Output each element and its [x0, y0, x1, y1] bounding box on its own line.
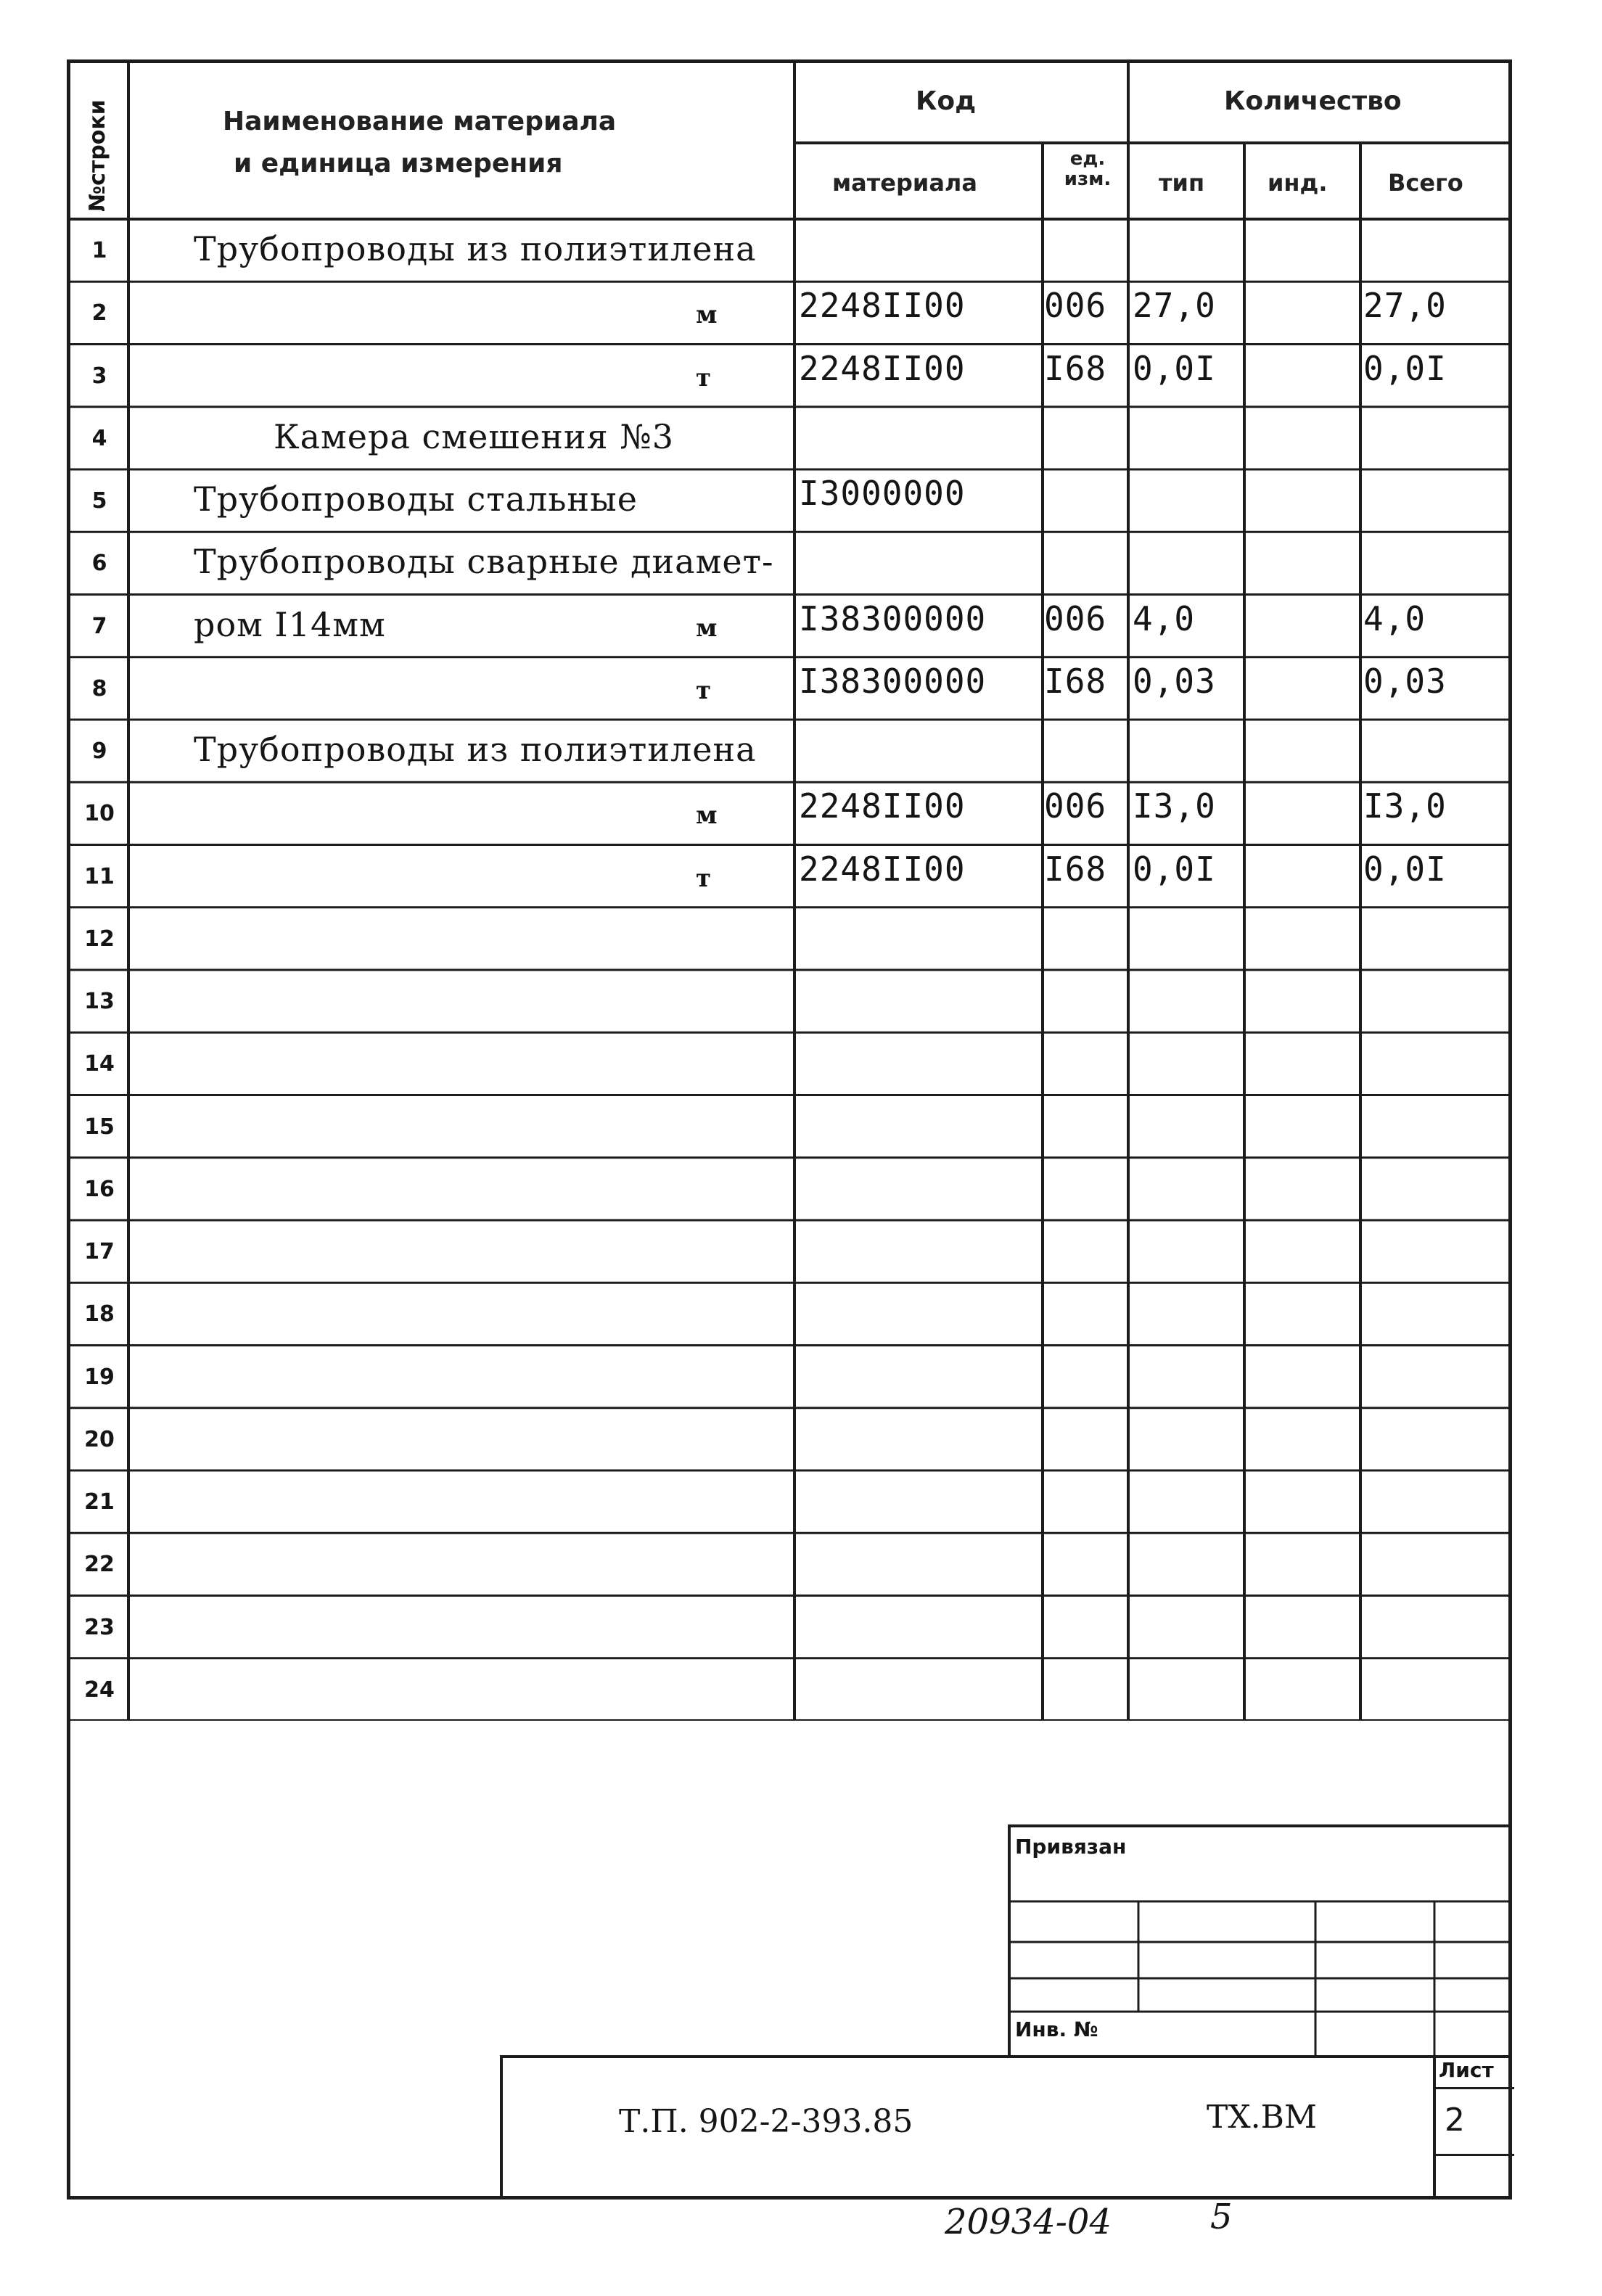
row-number: 23	[84, 1614, 115, 1640]
page-number: 5	[1210, 2197, 1233, 2237]
material-code-cell: 2248II00	[799, 348, 966, 388]
table-row	[70, 1596, 1508, 1658]
qty-type-cell: 0,03	[1133, 661, 1216, 701]
table-row	[70, 1095, 1508, 1158]
unit-code-cell: 006	[1044, 786, 1107, 826]
qty-ind-header: инд.	[1268, 169, 1328, 197]
material-name-cell: Трубопроводы стальные	[194, 480, 638, 519]
row-number: 9	[91, 738, 107, 764]
table-row	[70, 845, 1508, 908]
row-number: 1	[91, 238, 107, 263]
row-number: 16	[84, 1176, 115, 1202]
measure-unit-cell: м	[696, 300, 718, 330]
unit-code-cell: 006	[1044, 286, 1107, 326]
section-code: ТХ.ВМ	[1207, 2099, 1318, 2136]
qty-type-cell: 0,0I	[1133, 348, 1216, 388]
unit-code-cell: I68	[1044, 348, 1107, 388]
measure-unit-cell: м	[696, 801, 718, 831]
material-code-cell: 2248II00	[799, 786, 966, 826]
unit-code-cell: I68	[1044, 661, 1107, 701]
document-code: Т.П. 902-2-393.85	[619, 2103, 913, 2140]
table-row	[70, 720, 1508, 782]
qty-type-cell: 4,0	[1133, 598, 1196, 638]
row-number: 12	[84, 926, 115, 952]
unit-code-cell: I68	[1044, 849, 1107, 889]
row-number: 4	[91, 425, 107, 451]
table-row	[70, 1470, 1508, 1533]
table-row	[70, 1533, 1508, 1595]
row-number: 5	[91, 488, 107, 514]
row-number: 2	[91, 300, 107, 326]
table-row	[70, 782, 1508, 844]
qty-total-cell: 0,0I	[1363, 348, 1447, 388]
table-row	[70, 1158, 1508, 1220]
row-number: 13	[84, 989, 115, 1014]
material-name-cell: ром I14мм	[194, 604, 386, 644]
binding-stamp	[1008, 1824, 1511, 2058]
qty-total-cell: 0,0I	[1363, 849, 1447, 889]
table-row	[70, 1658, 1508, 1721]
measure-unit-cell: т	[696, 363, 712, 392]
table-row	[70, 407, 1508, 469]
row-number: 10	[84, 801, 115, 827]
attached-label: Привязан	[1015, 1835, 1127, 1859]
material-code-cell: I38300000	[799, 598, 987, 638]
materials-table	[70, 63, 1508, 1721]
qty-total-header: Всего	[1388, 169, 1463, 197]
row-number: 21	[84, 1489, 115, 1515]
row-number: 7	[91, 613, 107, 639]
row-number: 11	[84, 863, 115, 889]
code-material-header: материала	[832, 169, 977, 197]
archive-number: 20934-04	[945, 2202, 1112, 2242]
table-row	[70, 469, 1508, 532]
row-number: 19	[84, 1364, 115, 1390]
quantity-group-header: Количество	[1224, 86, 1402, 116]
qty-type-cell: 0,0I	[1133, 849, 1216, 889]
material-code-cell: I3000000	[799, 474, 966, 513]
table-row	[70, 281, 1508, 344]
table-row	[70, 345, 1508, 407]
measure-unit-cell: т	[696, 863, 712, 893]
table-row	[70, 1346, 1508, 1408]
qty-type-cell: 27,0	[1133, 286, 1216, 326]
table-row	[70, 908, 1508, 970]
qty-total-cell: I3,0	[1363, 786, 1447, 826]
measure-unit-cell: т	[696, 675, 712, 705]
qty-type-cell: I3,0	[1133, 786, 1216, 826]
qty-total-cell: 4,0	[1363, 598, 1426, 638]
name-header-line2: и единица измерения	[234, 149, 563, 178]
table-row	[70, 532, 1508, 594]
row-number: 18	[84, 1301, 115, 1328]
sheet-number-box	[1433, 2055, 1514, 2199]
code-unit-header: ед. изм.	[1064, 148, 1112, 190]
row-number: 14	[84, 1051, 115, 1077]
row-number: 8	[91, 675, 107, 701]
inventory-number-label: Инв. №	[1015, 2017, 1098, 2041]
table-row	[70, 970, 1508, 1032]
row-number: 22	[84, 1552, 115, 1578]
table-row	[70, 1220, 1508, 1283]
material-name-cell: Трубопроводы из полиэтилена	[194, 229, 757, 268]
qty-total-cell: 27,0	[1363, 286, 1447, 326]
table-row	[70, 595, 1508, 657]
table-row	[70, 1408, 1508, 1470]
measure-unit-cell: м	[696, 613, 718, 643]
material-name-cell: Трубопроводы из полиэтилена	[194, 730, 757, 769]
sheet-number: 2	[1445, 2102, 1465, 2139]
row-number: 15	[84, 1114, 115, 1140]
material-code-cell: I38300000	[799, 661, 987, 701]
material-name-cell: Трубопроводы сварные диамет-	[194, 542, 774, 582]
material-name-cell: Камера смешения №3	[274, 416, 675, 456]
code-group-header: Код	[916, 86, 977, 116]
unit-code-cell: 006	[1044, 598, 1107, 638]
material-code-cell: 2248II00	[799, 286, 966, 326]
table-row	[70, 219, 1508, 281]
row-number: 24	[84, 1676, 115, 1703]
table-row	[70, 1032, 1508, 1095]
qty-type-header: тип	[1159, 169, 1205, 197]
material-code-cell: 2248II00	[799, 849, 966, 889]
title-block	[500, 2055, 1511, 2199]
row-number: 3	[91, 363, 107, 389]
table-row	[70, 657, 1508, 720]
drawing-sheet	[67, 59, 1512, 2200]
row-number: 17	[84, 1239, 115, 1264]
name-header-line1: Наименование материала	[223, 107, 617, 136]
table-row	[70, 1283, 1508, 1345]
row-number-header: №строки	[85, 99, 110, 212]
sheet-label: Лист	[1439, 2058, 1494, 2082]
row-number: 20	[84, 1426, 115, 1452]
row-number: 6	[91, 551, 107, 577]
qty-total-cell: 0,03	[1363, 661, 1447, 701]
